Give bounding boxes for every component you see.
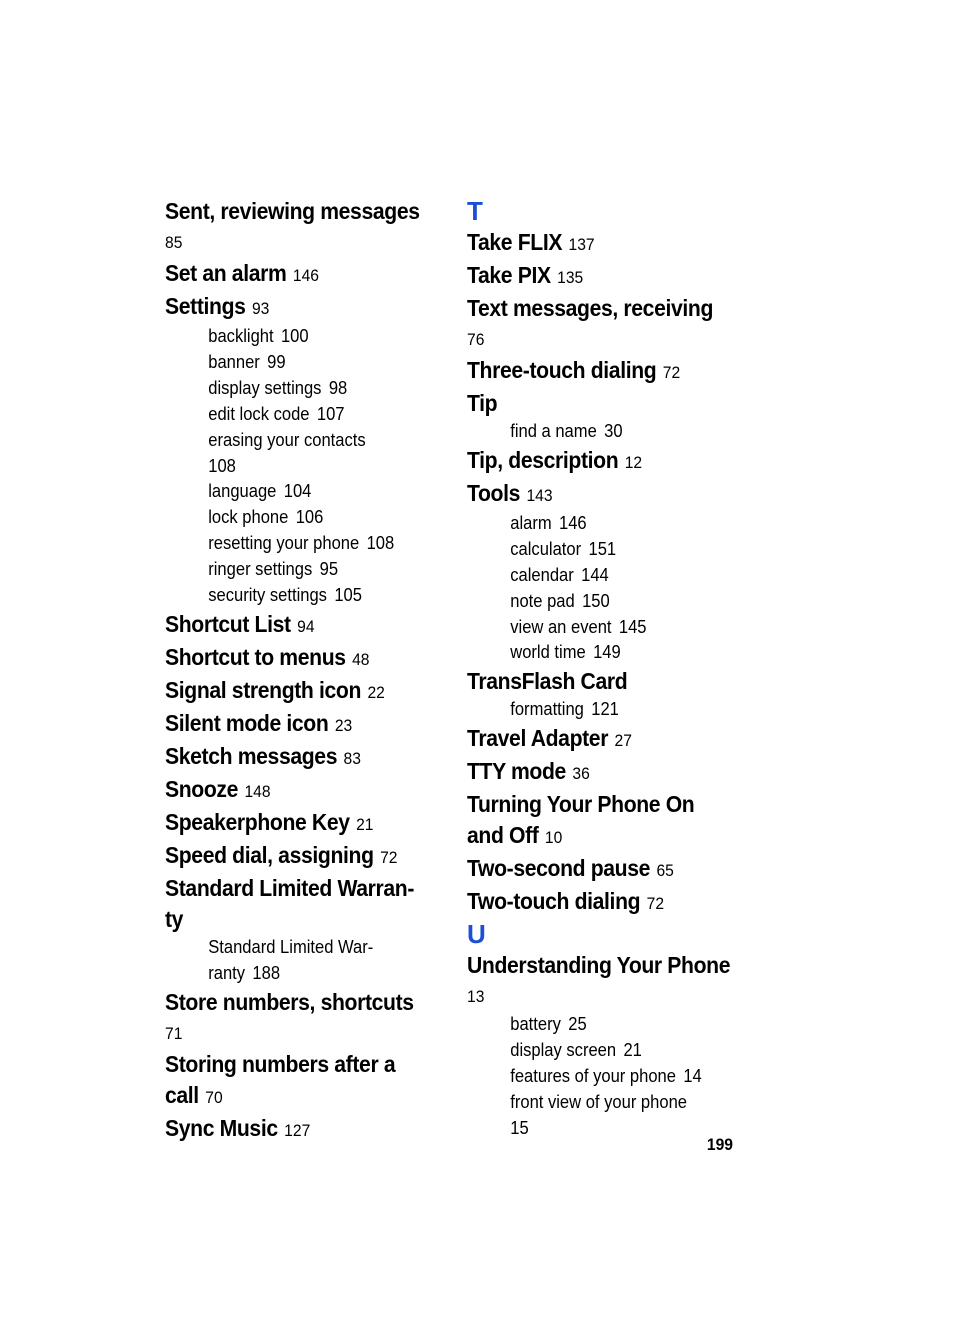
index-page-ref: 149 bbox=[593, 642, 621, 663]
index-term: Set an alarm bbox=[165, 260, 287, 286]
section-letter-u: U bbox=[467, 919, 486, 950]
index-entry bbox=[165, 609, 418, 642]
index-entry bbox=[165, 840, 418, 873]
index-subterm: ringer settings bbox=[208, 559, 313, 580]
index-entry bbox=[165, 675, 418, 708]
index-entry-continuation bbox=[165, 904, 418, 935]
index-term: Travel Adapter bbox=[467, 725, 609, 752]
index-term: Snooze bbox=[165, 775, 239, 802]
index-subentry bbox=[165, 531, 418, 557]
index-subterm: banner bbox=[208, 351, 260, 372]
index-subentry bbox=[467, 589, 720, 615]
index-term: Shortcut to menus bbox=[165, 643, 346, 670]
index-page-ref: 107 bbox=[316, 403, 345, 424]
index-term: Understanding Your Phone bbox=[467, 952, 731, 979]
index-subterm: Standard Limited War- bbox=[208, 936, 374, 957]
index-subentry bbox=[467, 1064, 720, 1090]
index-page-ref: 188 bbox=[252, 962, 281, 983]
index-subterm: resetting your phone bbox=[208, 533, 360, 554]
index-page-ref: 22 bbox=[367, 682, 385, 702]
index-entry bbox=[467, 789, 720, 820]
index-subentry-continuation bbox=[165, 961, 418, 987]
index-entry bbox=[165, 642, 418, 675]
index-entry bbox=[467, 260, 720, 293]
index-page-ref: 27 bbox=[614, 731, 632, 751]
index-subterm: edit lock code bbox=[208, 403, 310, 424]
index-subterm: battery bbox=[510, 1014, 561, 1035]
index-term: Turning Your Phone On bbox=[467, 791, 695, 818]
index-page-ref: 14 bbox=[683, 1066, 702, 1087]
index-subterm: note pad bbox=[510, 590, 575, 611]
index-page-ref: 13 bbox=[467, 987, 485, 1007]
index-entry bbox=[467, 445, 720, 478]
index-page-ref: 21 bbox=[356, 814, 374, 834]
index-column-right bbox=[467, 196, 742, 1142]
index-term: call bbox=[165, 1081, 199, 1108]
index-subentry bbox=[165, 376, 418, 402]
index-entry bbox=[467, 756, 720, 789]
index-page-ref: 70 bbox=[205, 1087, 223, 1107]
index-subentry bbox=[467, 563, 720, 589]
index-page-ref: 151 bbox=[588, 538, 617, 559]
index-page-ref: 72 bbox=[662, 363, 681, 382]
index-page-ref: 98 bbox=[328, 377, 348, 398]
index-page-ref: 48 bbox=[352, 649, 370, 669]
index-subentry bbox=[467, 511, 720, 537]
index-subentry bbox=[165, 324, 418, 350]
index-entry bbox=[165, 873, 418, 904]
index-entry bbox=[165, 987, 418, 1018]
index-term: Shortcut List bbox=[165, 610, 291, 637]
index-subentry bbox=[467, 697, 720, 723]
index-page-ref: 146 bbox=[292, 266, 319, 285]
index-subentry bbox=[165, 557, 418, 583]
index-subterm: view an event bbox=[510, 616, 612, 637]
index-entry bbox=[467, 355, 720, 388]
index-subterm: calendar bbox=[510, 564, 574, 585]
index-page-ref: 137 bbox=[568, 235, 595, 254]
index-subterm: calculator bbox=[510, 538, 582, 559]
index-subentry bbox=[165, 402, 418, 428]
index-entry bbox=[165, 741, 418, 774]
index-entry bbox=[467, 227, 720, 260]
index-page-ref: 71 bbox=[165, 1023, 183, 1043]
index-entry bbox=[165, 258, 418, 291]
index-subentry bbox=[165, 350, 418, 376]
index-page-ref: 148 bbox=[244, 781, 271, 801]
index-page-ref: 36 bbox=[572, 764, 590, 784]
index-entry bbox=[467, 478, 720, 511]
index-term: Three-touch dialing bbox=[467, 357, 657, 383]
index-subterm: alarm bbox=[510, 512, 552, 533]
index-subterm: erasing your contacts bbox=[208, 429, 366, 450]
index-page-ref: 145 bbox=[618, 616, 647, 637]
index-term: Store numbers, shortcuts bbox=[165, 988, 414, 1015]
index-subterm: front view of your phone bbox=[510, 1091, 687, 1112]
index-term: Tip, description bbox=[467, 446, 619, 473]
index-term: Sent, reviewing messages bbox=[165, 198, 420, 224]
index-term: TTY mode bbox=[467, 758, 566, 785]
section-letter-t: T bbox=[467, 196, 483, 226]
index-subentry bbox=[165, 505, 418, 531]
index-page-ref: 72 bbox=[646, 894, 665, 914]
index-page-ref: 144 bbox=[581, 564, 609, 585]
index-page-ref: 83 bbox=[343, 748, 361, 768]
index-column-left bbox=[165, 196, 440, 1146]
index-subentry bbox=[467, 640, 720, 666]
index-subterm: lock phone bbox=[208, 507, 289, 528]
index-term: and Off bbox=[467, 822, 539, 849]
index-term: Sync Music bbox=[165, 1114, 278, 1141]
index-subentry bbox=[165, 479, 418, 505]
index-page-ref: 12 bbox=[624, 452, 643, 472]
index-page-ref: 21 bbox=[623, 1040, 642, 1061]
index-term: Tools bbox=[467, 479, 521, 506]
index-subterm: features of your phone bbox=[510, 1066, 676, 1087]
index-entry bbox=[165, 807, 418, 840]
index-page-ref: 76 bbox=[467, 330, 485, 349]
index-entry bbox=[165, 774, 418, 807]
index-page-ref: 143 bbox=[526, 485, 553, 505]
index-entry bbox=[165, 1049, 418, 1080]
index-page-ref: 100 bbox=[280, 326, 309, 346]
index-page-ref: 108 bbox=[208, 455, 236, 476]
index-entry bbox=[467, 293, 720, 324]
index-term: Speed dial, assigning bbox=[165, 841, 374, 868]
index-page-ref: 108 bbox=[366, 533, 395, 554]
index-entry bbox=[467, 666, 720, 697]
index-subentry bbox=[467, 1038, 720, 1064]
index-entry bbox=[165, 1113, 418, 1146]
index-subterm: formatting bbox=[510, 699, 584, 720]
index-page-ref: 135 bbox=[557, 268, 584, 287]
index-entry bbox=[467, 388, 720, 419]
index-page-ref: 127 bbox=[284, 1120, 311, 1140]
index-term: Storing numbers after a bbox=[165, 1050, 396, 1077]
index-entry bbox=[165, 196, 418, 227]
index-subentry bbox=[467, 419, 720, 445]
index-entry bbox=[467, 723, 720, 756]
index-page-ref: 99 bbox=[267, 351, 286, 372]
index-subterm: backlight bbox=[208, 326, 274, 346]
index-page-ref: 146 bbox=[559, 512, 587, 533]
index-subentry-continuation bbox=[165, 454, 418, 480]
index-subterm: ranty bbox=[208, 962, 246, 983]
index-page-ref: 105 bbox=[334, 585, 362, 606]
index-entry bbox=[467, 950, 731, 981]
index-term: TransFlash Card bbox=[467, 668, 628, 695]
index-page-ref: 65 bbox=[656, 861, 674, 881]
index-term: Settings bbox=[165, 293, 246, 319]
index-subentry bbox=[165, 428, 418, 454]
index-subentry bbox=[467, 615, 720, 641]
index-term: ty bbox=[165, 905, 184, 932]
index-term: Two-touch dialing bbox=[467, 888, 641, 915]
index-term: Silent mode icon bbox=[165, 709, 329, 736]
index-term: Speakerphone Key bbox=[165, 808, 350, 835]
index-term: Sketch messages bbox=[165, 742, 338, 769]
index-page-ref: 94 bbox=[297, 616, 315, 636]
index-entry bbox=[467, 853, 720, 886]
index-subterm: display settings bbox=[208, 377, 322, 398]
index-page-ref: 95 bbox=[319, 559, 339, 580]
index-entry bbox=[467, 886, 720, 919]
index-term: Take FLIX bbox=[467, 229, 563, 255]
index-page-ref: 25 bbox=[568, 1014, 587, 1035]
index-term: Take PIX bbox=[467, 262, 551, 288]
index-entry bbox=[165, 291, 418, 324]
index-term: Text messages, receiving bbox=[467, 295, 714, 321]
index-subterm: display screen bbox=[510, 1040, 617, 1061]
index-term: Tip bbox=[467, 390, 498, 416]
index-subentry bbox=[165, 935, 418, 961]
index-page-ref: 121 bbox=[591, 699, 619, 720]
index-term: Standard Limited Warran- bbox=[165, 874, 415, 901]
index-entry-continuation bbox=[165, 1080, 418, 1113]
index-page-ref: 150 bbox=[582, 590, 610, 611]
page-number: 199 bbox=[706, 1135, 733, 1154]
index-page-ref: 30 bbox=[604, 421, 623, 441]
index-page-ref: 104 bbox=[283, 481, 312, 502]
index-entry bbox=[165, 708, 418, 741]
index-page-ref: 72 bbox=[380, 847, 398, 867]
index-page-ref: 10 bbox=[544, 828, 563, 848]
index-page-ref: 85 bbox=[165, 233, 183, 252]
index-term: Two-second pause bbox=[467, 855, 651, 882]
index-page-ref: 93 bbox=[251, 299, 270, 318]
index-page-ref: 23 bbox=[334, 715, 353, 735]
index-entry-continuation bbox=[467, 820, 720, 853]
index-page-ref: 15 bbox=[510, 1117, 529, 1138]
index-term: Signal strength icon bbox=[165, 676, 362, 703]
index-subterm: language bbox=[208, 481, 277, 502]
index-subentry bbox=[467, 537, 720, 563]
index-subterm: security settings bbox=[208, 585, 327, 606]
index-subentry-continuation bbox=[467, 1116, 720, 1142]
index-subentry bbox=[467, 1090, 720, 1116]
index-page-ref: 106 bbox=[295, 507, 324, 528]
index-subterm: find a name bbox=[510, 421, 597, 441]
index-subentry bbox=[467, 1012, 720, 1038]
index-subentry bbox=[165, 583, 418, 609]
index-subterm: world time bbox=[510, 642, 586, 663]
